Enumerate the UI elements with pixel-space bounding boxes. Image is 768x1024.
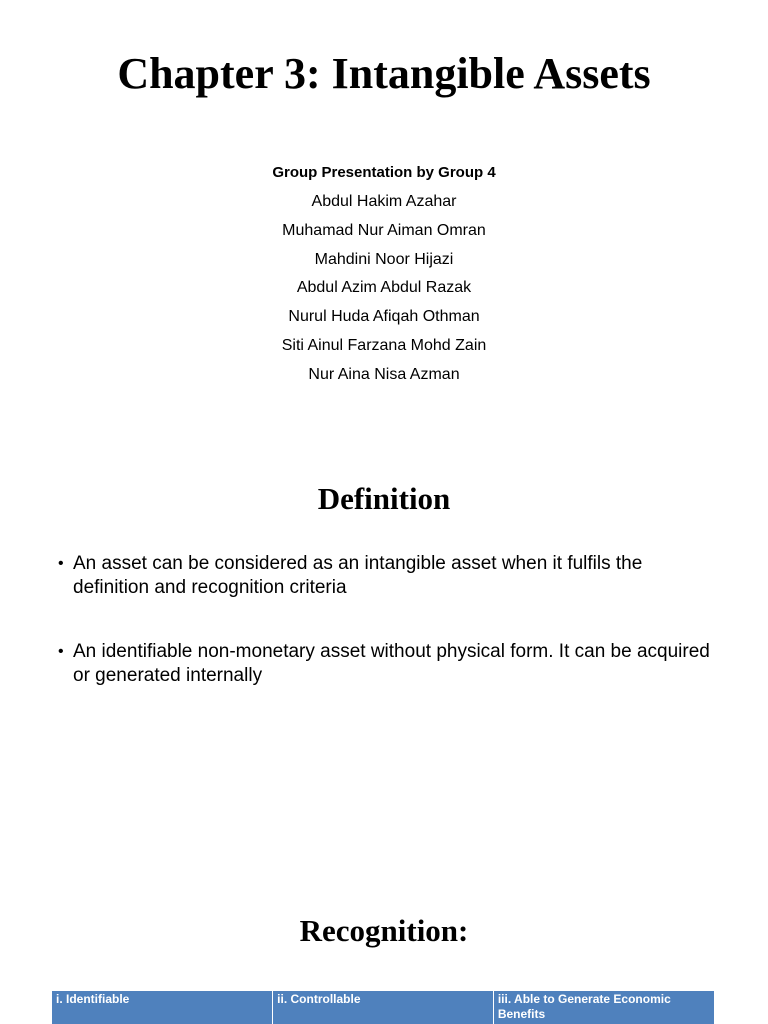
definition-slide xyxy=(0,470,768,790)
member-name: Abdul Hakim Azahar xyxy=(311,193,457,210)
member-name: Nurul Huda Afiqah Othman xyxy=(288,308,480,326)
recognition-title: Recognition: xyxy=(299,913,469,948)
bullet-marker: • xyxy=(58,555,64,572)
criteria-cell-controllable: ii. Controllable xyxy=(273,991,494,1024)
member-name: Siti Ainul Farzana Mohd Zain xyxy=(281,336,487,354)
member-name: Nur Aina Nisa Azman xyxy=(308,365,460,383)
bullet-text: An identifiable non-monetary asset without physical form. It can be acquired or generated internally xyxy=(73,641,710,686)
definition-bullet xyxy=(58,640,718,688)
criteria-cell-economic-benefits: iii. Able to Generate Economic Benefits xyxy=(493,991,714,1024)
chapter-title: Chapter 3: Intangible Assets xyxy=(117,49,651,98)
definition-bullet xyxy=(58,552,718,600)
member-name: Muhamad Nur Aiman Omran xyxy=(282,221,486,239)
table-header-row xyxy=(52,991,714,1024)
definition-title: Definition xyxy=(317,481,451,516)
recognition-criteria-table xyxy=(52,991,714,1024)
recognition-slide xyxy=(0,900,768,1024)
group-subtitle: Group Presentation by Group 4 xyxy=(272,164,496,181)
title-slide xyxy=(0,0,768,420)
member-name: Abdul Azim Abdul Razak xyxy=(296,279,472,297)
criteria-cell-identifiable: i. Identifiable xyxy=(52,991,273,1024)
member-list xyxy=(0,192,768,394)
bullet-text: An asset can be considered as an intangible asset when it fulfils the definition and recognition criteria xyxy=(73,553,643,598)
bullet-marker: • xyxy=(58,643,64,660)
member-name: Mahdini Noor Hijazi xyxy=(314,250,454,268)
definition-bullet-list xyxy=(58,552,718,728)
